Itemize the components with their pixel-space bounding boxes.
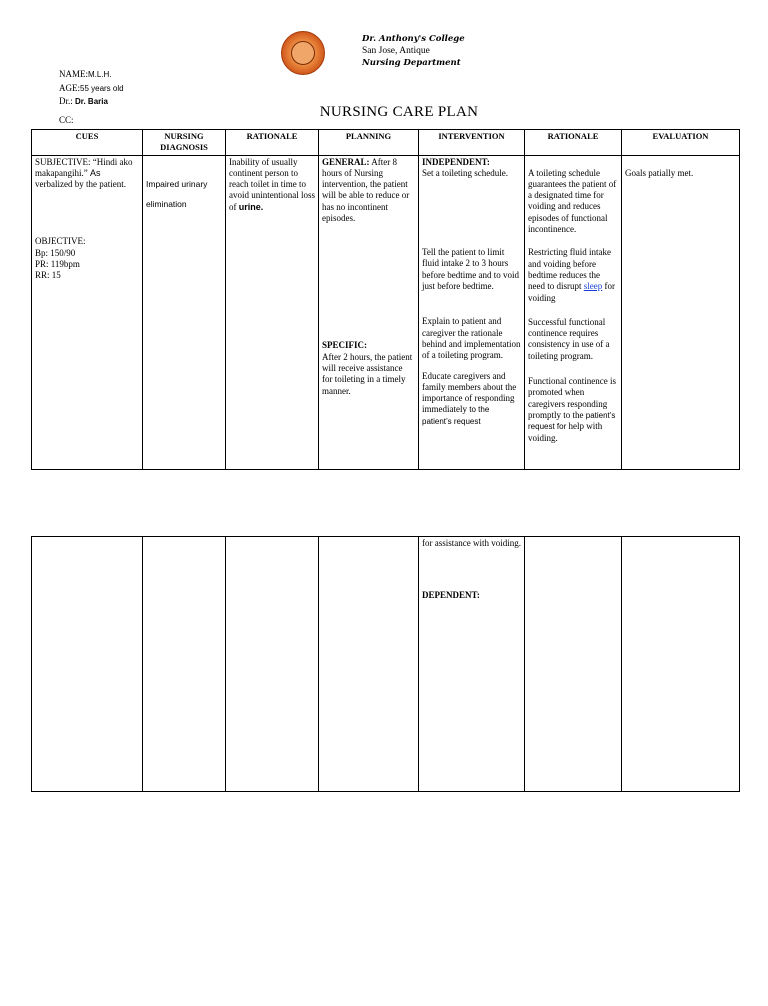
intervention-item-4-tail: to the patient’s request bbox=[422, 405, 490, 426]
intervention-item-3: Explain to patient and caregiver the rationale behind and implementation of a toileting program. bbox=[422, 316, 521, 361]
col-header-rationale-2: RATIONALE bbox=[525, 130, 622, 156]
diagnosis-cell bbox=[143, 155, 226, 469]
specific-goal-text: After 2 hours, the patient will receive assistance for toileting in a timely manner. bbox=[322, 351, 413, 396]
col-header-diagnosis: NURSING DIAGNOSIS bbox=[143, 130, 226, 156]
doctor-label: Dr.: bbox=[59, 96, 73, 106]
subjective-tail: As bbox=[89, 167, 101, 178]
age-label: AGE: bbox=[59, 82, 80, 93]
sleep-link[interactable]: sleep bbox=[583, 281, 603, 292]
rationale-item-1: A toileting schedule guarantees the patient of a designated time for voiding and reduces episodes of functional incontinence. bbox=[528, 167, 617, 235]
department-name: Nursing Department bbox=[362, 58, 461, 68]
care-plan-table-continued bbox=[31, 536, 740, 792]
intervention-continued-text: for assistance with voiding. bbox=[422, 538, 521, 548]
subjective-note: verbalized by the patient. bbox=[35, 179, 126, 190]
specific-goal-label: SPECIFIC: bbox=[322, 340, 368, 351]
doctor-value: Dr. Baria bbox=[75, 97, 108, 106]
intervention-item-1: Set a toileting schedule. bbox=[422, 167, 508, 178]
vital-bp: Bp: 150/90 bbox=[35, 247, 76, 258]
college-header bbox=[362, 33, 465, 69]
vital-pr: PR: 119bpm bbox=[35, 259, 80, 270]
table-row bbox=[32, 537, 740, 792]
general-goal-label: GENERAL: bbox=[322, 156, 370, 167]
care-plan-table bbox=[31, 129, 740, 470]
rationale-cell bbox=[226, 155, 319, 469]
subjective-cue: SUBJECTIVE: “Hindi ako makapangihi.” bbox=[35, 156, 133, 178]
rationale-item-4-tail: help with voiding. bbox=[528, 421, 603, 443]
rationale-text: Inability of usually continent person to reach toilet in time to avoid unintentional loss of bbox=[229, 156, 315, 212]
col-header-cues: CUES bbox=[32, 130, 143, 156]
independent-label: INDEPENDENT: bbox=[422, 156, 490, 167]
college-seal-logo bbox=[281, 31, 325, 75]
col-header-intervention: INTERVENTION bbox=[419, 130, 525, 156]
rationale-item-3: Successful functional continence requires consistency in use of a toileting program. bbox=[528, 316, 610, 361]
rationale-cell-continued bbox=[226, 537, 319, 792]
college-location: San Jose, Antique bbox=[362, 46, 430, 56]
intervention-cell-continued bbox=[419, 537, 525, 792]
rationale-item-2 bbox=[528, 247, 618, 303]
evaluation-cell bbox=[622, 155, 740, 469]
intervention-item-4-text: Educate caregivers and family members about the importance of responding immediately bbox=[422, 370, 517, 415]
general-goal-text: After 8 hours of Nursing intervention, the patient will be able to reduce or has no incontinent episodes. bbox=[322, 156, 410, 224]
name-value: M.L.H. bbox=[88, 70, 112, 79]
vital-rr: RR: 15 bbox=[35, 270, 61, 281]
diagnosis-cell-continued bbox=[143, 537, 226, 792]
planning-cell-continued bbox=[319, 537, 419, 792]
dependent-label: DEPENDENT: bbox=[422, 590, 480, 601]
rationale-item-4 bbox=[528, 376, 618, 444]
planning-cell bbox=[319, 155, 419, 469]
intervention-item-2: Tell the patient to limit fluid intake 2 to 3 hours before bedtime and to void just before bedtime. bbox=[422, 247, 519, 292]
cues-cell bbox=[32, 155, 143, 469]
rationale-2-cell-continued bbox=[525, 537, 622, 792]
college-name: Dr. Anthony's College bbox=[362, 34, 465, 44]
diagnosis-line-1: Impaired urinary bbox=[146, 178, 208, 189]
objective-label: OBJECTIVE: bbox=[35, 236, 86, 247]
col-header-rationale: RATIONALE bbox=[226, 130, 319, 156]
cues-cell-continued bbox=[32, 537, 143, 792]
cc-label: CC: bbox=[59, 114, 74, 125]
diagnosis-line-2: elimination bbox=[146, 198, 187, 209]
rationale-item-2-pre: Restricting fluid intake and voiding before bedtime reduces the need to disrupt bbox=[528, 247, 611, 292]
rationale-last-word: urine. bbox=[238, 201, 264, 212]
name-label: NAME: bbox=[59, 69, 88, 79]
evaluation-text: Goals patially met. bbox=[625, 167, 694, 178]
page-title: NURSING CARE PLAN bbox=[319, 104, 479, 120]
intervention-item-4 bbox=[422, 371, 521, 427]
intervention-cell bbox=[419, 155, 525, 469]
col-header-planning: PLANNING bbox=[319, 130, 419, 156]
rationale-item-4-mid: patient’s request for bbox=[528, 410, 616, 432]
col-header-evaluation: EVALUATION bbox=[622, 130, 740, 156]
rationale-2-cell bbox=[525, 155, 622, 469]
header-row bbox=[32, 130, 740, 156]
rationale-item-2-post: for voiding bbox=[528, 281, 615, 303]
table-row bbox=[32, 155, 740, 469]
evaluation-cell-continued bbox=[622, 537, 740, 792]
age-value: 55 years old bbox=[80, 83, 124, 93]
rationale-item-4-text: Functional continence is promoted when caregivers responding promptly to the bbox=[528, 376, 616, 420]
